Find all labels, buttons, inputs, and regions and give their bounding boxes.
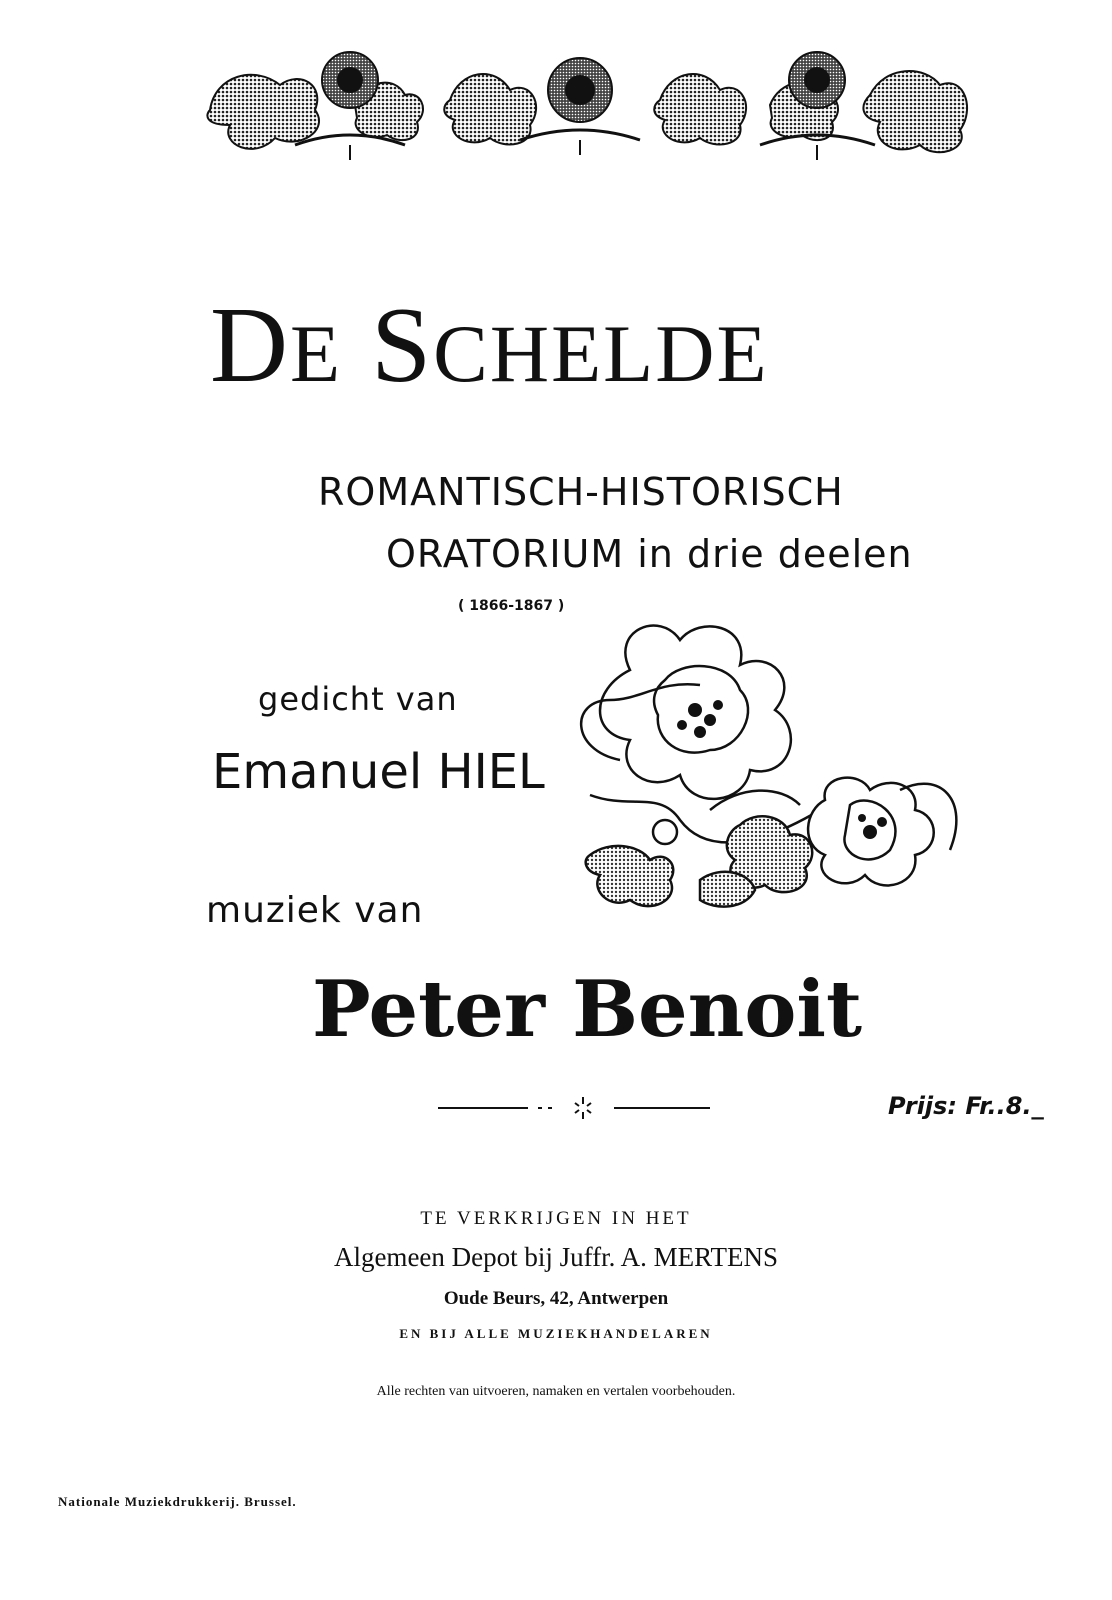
floral-border-icon [205, 50, 975, 165]
poet-name: Emanuel HIEL [212, 744, 545, 800]
printer-imprint: Nationale Muziekdrukkerij. Brussel. [58, 1494, 297, 1509]
sale-line-3: Oude Beurs, 42, Antwerpen [443, 1288, 669, 1309]
asterisk-divider-icon [438, 1094, 710, 1124]
sale-line-4: EN BIJ ALLE MUZIEKHANDELAREN [399, 1326, 713, 1341]
subtitle-line-2: ORATORIUM in drie deelen [386, 532, 913, 576]
rights-notice: Alle rechten van uitvoeren, namaken en vertalen voorbehouden. [376, 1384, 736, 1399]
sale-line-2: Algemeen Depot bij Juffr. A. MERTENS [333, 1242, 779, 1272]
sale-line-1: TE VERKRIJGEN IN HET [420, 1208, 692, 1229]
subtitle-line-1: ROMANTISCH-HISTORISCH [318, 470, 844, 514]
title-initial-s: S [371, 286, 434, 405]
composer-name: Peter Benoit [312, 964, 863, 1055]
poem-label: gedicht van [258, 680, 458, 718]
composition-years: ( 1866-1867 ) [458, 598, 565, 614]
title-rest-chelde: CHELDE [433, 308, 769, 399]
page-title [210, 286, 769, 405]
title-initial-d: D [210, 286, 290, 405]
price-label: Prijs: Fr..8._ [888, 1092, 1044, 1120]
title-rest-e: E [290, 308, 343, 399]
music-label: muziek van [206, 890, 424, 931]
flower-ornament-icon [570, 610, 970, 930]
